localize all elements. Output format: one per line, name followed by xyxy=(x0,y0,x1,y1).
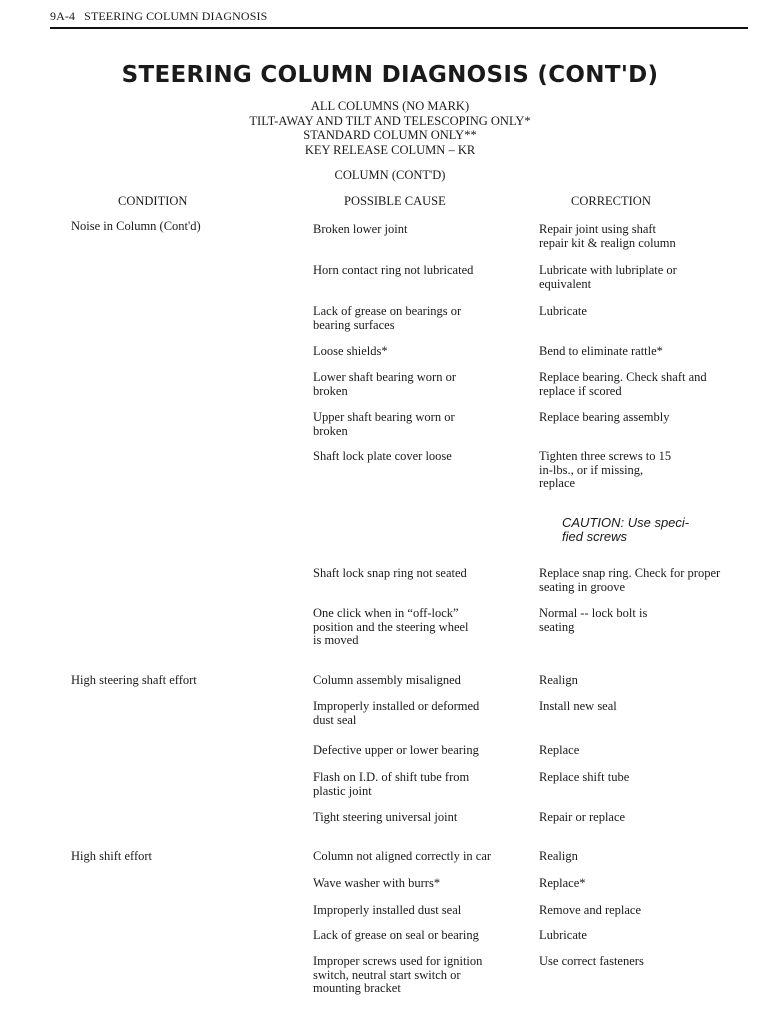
correction xyxy=(539,674,578,688)
correction xyxy=(539,850,578,864)
correction-line: Lubricate xyxy=(539,928,587,942)
correction-line: Bend to eliminate rattle* xyxy=(539,344,663,358)
possible-cause xyxy=(313,904,461,918)
legend-line: KEY RELEASE COLUMN – KR xyxy=(304,142,476,157)
cause-line: broken xyxy=(313,383,348,398)
correction-line: Replace xyxy=(539,743,580,757)
possible-cause xyxy=(313,771,469,798)
correction-line: Install new seal xyxy=(539,699,617,713)
cause-line: Lack of grease on seal or bearing xyxy=(313,928,479,942)
cause-line: Column not aligned correctly in car xyxy=(313,849,492,863)
correction-line: Replace shift tube xyxy=(539,770,630,784)
column-header-correction: CORRECTION xyxy=(571,194,651,208)
possible-cause xyxy=(313,877,440,891)
possible-cause xyxy=(313,955,482,996)
correction xyxy=(539,744,579,758)
correction-line: Tighten three screws to 15 xyxy=(539,449,672,463)
correction-line: Repair joint using shaft xyxy=(539,222,656,236)
page-number: 9A-4 xyxy=(50,9,76,23)
correction-line: Replace* xyxy=(539,876,586,890)
possible-cause xyxy=(313,607,469,648)
possible-cause xyxy=(313,674,461,688)
correction-line: seating xyxy=(539,619,575,634)
possible-cause xyxy=(313,411,455,438)
cause-line: Column assembly misaligned xyxy=(313,673,461,687)
column-header-cause: POSSIBLE CAUSE xyxy=(344,194,446,208)
possible-cause xyxy=(313,567,467,581)
correction xyxy=(539,371,707,398)
correction xyxy=(539,607,647,634)
cause-line: Broken lower joint xyxy=(313,222,408,236)
cause-line: broken xyxy=(313,423,348,438)
condition-label: High steering shaft effort xyxy=(71,673,197,687)
correction xyxy=(539,411,670,425)
correction-line: replace xyxy=(539,476,576,490)
correction-line: Replace snap ring. Check for proper xyxy=(539,566,721,580)
legend-line: STANDARD COLUMN ONLY** xyxy=(303,128,477,142)
possible-cause xyxy=(313,371,456,398)
cause-line: plastic joint xyxy=(313,783,372,798)
legend-line: TILT-AWAY AND TILT AND TELESCOPING ONLY* xyxy=(249,113,531,128)
possible-cause xyxy=(313,850,491,864)
cause-line: Tight steering universal joint xyxy=(313,810,458,824)
correction-line: replace if scored xyxy=(539,383,622,398)
correction-line: in-lbs., or if missing, xyxy=(539,462,644,477)
column-type-legend xyxy=(0,99,780,157)
correction xyxy=(539,877,586,891)
section-name: STEERING COLUMN DIAGNOSIS xyxy=(84,9,268,23)
possible-cause xyxy=(313,223,407,237)
cause-line: Horn contact ring not lubricated xyxy=(313,263,474,277)
correction xyxy=(539,450,671,491)
cause-line: switch, neutral start switch or xyxy=(313,967,461,982)
correction-line: equivalent xyxy=(539,276,592,291)
correction-line: repair kit & realign column xyxy=(539,235,676,250)
correction xyxy=(539,700,617,714)
caution-line: fied screws xyxy=(562,529,628,544)
legend-line: ALL COLUMNS (NO MARK) xyxy=(310,99,470,113)
caution-line: CAUTION: Use speci- xyxy=(562,515,690,530)
correction xyxy=(539,771,629,785)
cause-line: Defective upper or lower bearing xyxy=(313,743,479,757)
caution-note xyxy=(562,516,689,544)
correction xyxy=(539,567,720,594)
cause-line: Shaft lock plate cover loose xyxy=(313,449,452,463)
possible-cause xyxy=(313,264,473,278)
correction-line: Realign xyxy=(539,673,578,687)
correction xyxy=(539,305,587,319)
correction-line: seating in groove xyxy=(539,579,626,594)
cause-line: Improperly installed or deformed xyxy=(313,699,480,713)
possible-cause xyxy=(313,700,479,727)
correction-line: Replace bearing assembly xyxy=(539,410,670,424)
cause-line: bearing surfaces xyxy=(313,317,395,332)
correction xyxy=(539,811,625,825)
cause-line: Improperly installed dust seal xyxy=(313,903,462,917)
page-title: STEERING COLUMN DIAGNOSIS (CONT'D) xyxy=(121,62,659,88)
correction-line: Realign xyxy=(539,849,578,863)
cause-line: Wave washer with burrs* xyxy=(313,876,441,890)
subsection-heading: COLUMN (CONT'D) xyxy=(334,168,446,182)
cause-line: position and the steering wheel xyxy=(313,619,469,634)
column-header-condition: CONDITION xyxy=(118,194,188,208)
cause-line: Upper shaft bearing worn or xyxy=(313,410,455,424)
correction-line: Remove and replace xyxy=(539,903,642,917)
cause-line: Shaft lock snap ring not seated xyxy=(313,566,467,580)
correction-line: Lubricate with lubriplate or xyxy=(539,263,677,277)
cause-line: Lack of grease on bearings or xyxy=(313,304,462,318)
cause-line: mounting bracket xyxy=(313,981,401,995)
possible-cause xyxy=(313,929,479,943)
correction xyxy=(539,264,677,291)
correction-line: Repair or replace xyxy=(539,810,626,824)
correction-line: Use correct fasteners xyxy=(539,954,644,968)
possible-cause xyxy=(313,450,452,464)
cause-line: is moved xyxy=(313,633,359,647)
condition-label: High shift effort xyxy=(71,849,153,863)
cause-line: Improper screws used for ignition xyxy=(313,954,483,968)
correction xyxy=(539,904,641,918)
correction-line: Normal -- lock bolt is xyxy=(539,606,648,620)
possible-cause xyxy=(313,811,457,825)
cause-line: dust seal xyxy=(313,712,357,727)
correction xyxy=(539,223,676,250)
possible-cause xyxy=(313,345,388,359)
cause-line: Flash on I.D. of shift tube from xyxy=(313,770,470,784)
correction-line: Replace bearing. Check shaft and xyxy=(539,370,707,384)
possible-cause xyxy=(313,744,479,758)
correction xyxy=(539,955,644,969)
correction xyxy=(539,929,587,943)
cause-line: One click when in “off-lock” xyxy=(313,606,459,620)
correction-line: Lubricate xyxy=(539,304,587,318)
cause-line: Lower shaft bearing worn or xyxy=(313,370,457,384)
page-header xyxy=(50,9,748,29)
cause-line: Loose shields* xyxy=(313,344,388,358)
possible-cause xyxy=(313,305,461,332)
condition-label: Noise in Column (Cont'd) xyxy=(71,219,201,233)
correction xyxy=(539,345,663,359)
